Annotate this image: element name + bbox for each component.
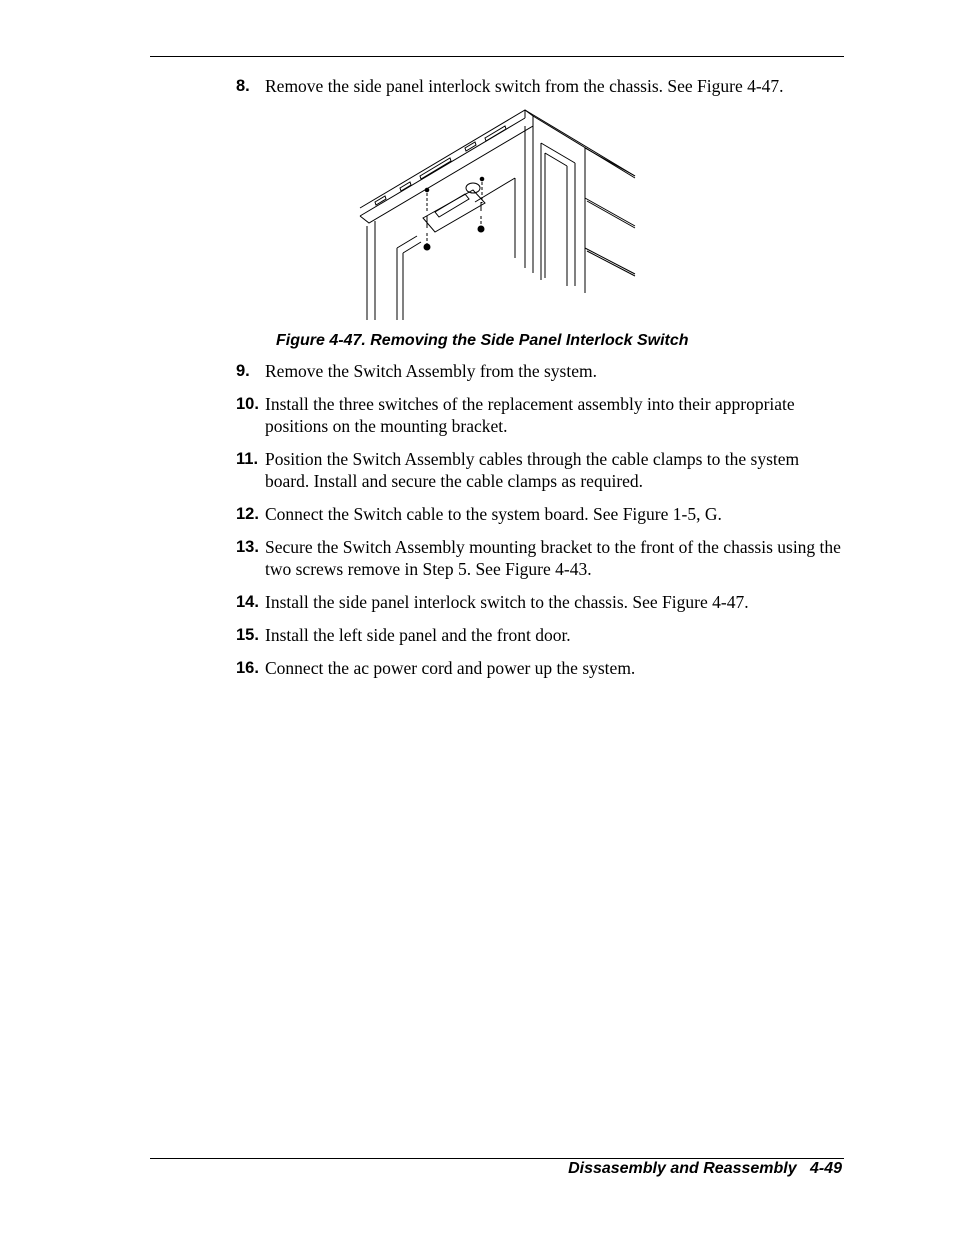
step-number: 11. (236, 450, 259, 468)
step-number: 16. (236, 659, 259, 677)
footer-section: Dissasembly and Reassembly (568, 1160, 797, 1177)
step-10 (236, 393, 846, 437)
step-number: 8. (236, 77, 250, 95)
step-number: 13. (236, 538, 259, 556)
step-16 (236, 657, 846, 679)
step-8 (236, 75, 846, 97)
step-14 (236, 591, 846, 613)
step-text: Remove the Switch Assembly from the system. (265, 361, 597, 381)
step-text: Remove the side panel interlock switch from the chassis. See Figure 4-47. (265, 76, 784, 96)
step-text: Install the three switches of the replacement assembly into their appropriate positions on the mounting bracket. (265, 394, 795, 436)
step-11 (236, 448, 846, 492)
step-number: 15. (236, 626, 259, 644)
step-text: Connect the Switch cable to the system board. See Figure 1-5, G. (265, 504, 722, 524)
step-13 (236, 536, 846, 580)
interlock-switch-figure (355, 108, 640, 320)
page-footer (568, 1159, 842, 1179)
step-text: Secure the Switch Assembly mounting bracket to the front of the chassis using the two screws remove in Step 5. See Figure 4-43. (265, 537, 841, 579)
step-text: Install the left side panel and the front door. (265, 625, 571, 645)
step-text: Position the Switch Assembly cables through the cable clamps to the system board. Install and secure the cable clamps as required. (265, 449, 800, 491)
step-9 (236, 360, 846, 382)
step-number: 9. (236, 362, 250, 380)
step-number: 14. (236, 593, 259, 611)
step-text: Connect the ac power cord and power up the system. (265, 658, 636, 678)
step-12 (236, 503, 846, 525)
step-number: 10. (236, 395, 259, 413)
page-number: 4-49 (809, 1160, 842, 1177)
figure-caption: Figure 4-47. Removing the Side Panel Interlock Switch (276, 332, 689, 349)
chassis-illustration (355, 108, 640, 320)
header-rule (150, 56, 844, 57)
step-text: Install the side panel interlock switch to the chassis. See Figure 4-47. (265, 592, 749, 612)
step-number: 12. (236, 505, 259, 523)
step-15 (236, 624, 846, 646)
